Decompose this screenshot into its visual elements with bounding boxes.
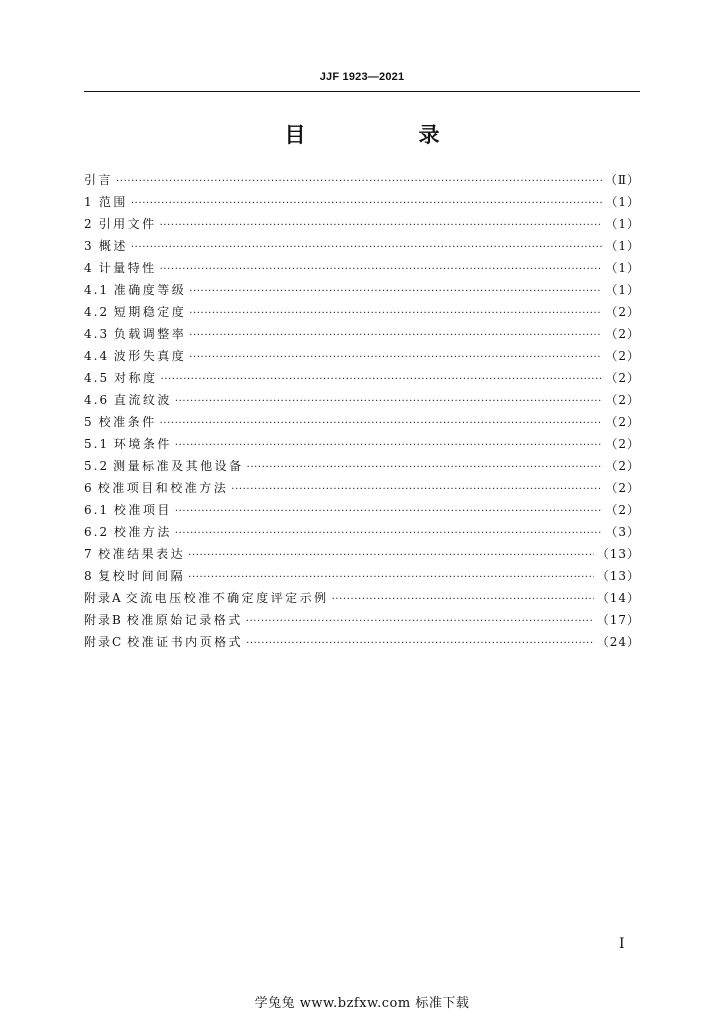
toc-dot-leader: [175, 435, 602, 457]
toc-dot-leader: [175, 391, 602, 413]
toc-entry-page: （1）: [605, 217, 640, 231]
toc-entry-number: 6: [84, 481, 94, 495]
toc-entry-page: （2）: [605, 349, 640, 363]
toc-entry[interactable]: [84, 543, 640, 565]
toc-entry-page: （2）: [605, 481, 640, 495]
toc-entry-number: 附录A: [84, 591, 123, 605]
toc-entry-label: 校准原始记录格式: [126, 613, 243, 627]
toc-entry-page: （2）: [605, 327, 640, 341]
toc-entry[interactable]: [84, 565, 640, 587]
toc-entry-page: （13）: [596, 569, 640, 583]
toc-entry[interactable]: [84, 301, 640, 323]
toc-entry[interactable]: [84, 631, 640, 653]
document-code: JJF 1923—2021: [319, 71, 405, 83]
toc-dot-leader: [189, 347, 602, 369]
toc-entry[interactable]: [84, 367, 640, 389]
toc-entry-page: （24）: [596, 635, 640, 649]
toc-entry-label: 测量标准及其他设备: [113, 459, 244, 473]
toc-entry-number: 4.1: [84, 283, 110, 297]
page-number: Ⅰ: [619, 936, 625, 952]
toc-dot-leader: [116, 171, 602, 193]
toc-entry-label: 环境条件: [113, 437, 172, 451]
toc-dot-leader: [189, 281, 602, 303]
toc-entry-page: （2）: [605, 415, 640, 429]
toc-dot-leader: [189, 303, 602, 325]
header-rule: [84, 91, 640, 92]
toc-entry-number: 4.2: [84, 305, 110, 319]
toc-dot-leader: [332, 589, 594, 611]
toc-entry-number: 3: [84, 239, 94, 253]
toc-entry-label: 准确度等级: [113, 283, 187, 297]
toc-entry-number: 7: [84, 547, 94, 561]
toc-entry-number: 附录B: [84, 613, 123, 627]
toc-entry-label: 概述: [98, 239, 128, 253]
toc-entry[interactable]: [84, 521, 640, 543]
toc-entry-page: （1）: [605, 195, 640, 209]
toc-dot-leader: [231, 479, 602, 501]
toc-entry-page: （Ⅱ）: [604, 173, 640, 187]
toc-entry-number: 4.3: [84, 327, 110, 341]
toc-entry-number: 6.2: [84, 525, 110, 539]
toc-entry-number: 1: [84, 195, 94, 209]
toc-dot-leader: [188, 567, 594, 589]
toc-entry-number: 2: [84, 217, 94, 231]
toc-entry-page: （13）: [596, 547, 640, 561]
toc-entry-number: 8: [84, 569, 94, 583]
toc-entry-label: 计量特性: [98, 261, 157, 275]
toc-entry-label: 短期稳定度: [113, 305, 187, 319]
toc-entry-page: （3）: [605, 525, 640, 539]
toc-entry[interactable]: [84, 235, 640, 257]
toc-entry-page: （2）: [605, 503, 640, 517]
toc-dot-leader: [160, 413, 603, 435]
toc-entry-label: 负载调整率: [113, 327, 187, 341]
toc-dot-leader: [247, 457, 603, 479]
toc-entry-page: （1）: [605, 283, 640, 297]
toc-entry-label: 对称度: [114, 371, 158, 385]
toc-entry-page: （2）: [605, 459, 640, 473]
toc-entry-label: 校准结果表达: [98, 547, 186, 561]
toc-dot-leader: [160, 215, 603, 237]
toc-entry-page: （1）: [605, 261, 640, 275]
toc-entry-page: （14）: [596, 591, 640, 605]
table-of-contents: [84, 169, 640, 653]
toc-entry-label: 校准项目: [113, 503, 172, 517]
toc-entry[interactable]: [84, 345, 640, 367]
toc-entry[interactable]: [84, 609, 640, 631]
toc-entry-number: 4: [84, 261, 94, 275]
toc-entry-label: 范围: [98, 195, 128, 209]
toc-entry-label: 复校时间间隔: [98, 569, 186, 583]
toc-entry[interactable]: [84, 213, 640, 235]
toc-entry-number: 5.2: [84, 459, 110, 473]
toc-entry[interactable]: [84, 499, 640, 521]
page-title: 目 录: [284, 122, 486, 147]
toc-dot-leader: [175, 501, 602, 523]
toc-entry[interactable]: [84, 323, 640, 345]
toc-entry-label: 波形失真度: [113, 349, 187, 363]
toc-entry-label: 交流电压校准不确定度评定示例: [125, 591, 329, 605]
toc-entry-label: 校准条件: [98, 415, 157, 429]
toc-entry[interactable]: [84, 433, 640, 455]
toc-entry[interactable]: [84, 191, 640, 213]
toc-entry[interactable]: [84, 389, 640, 411]
toc-entry-number: 4.6: [84, 393, 110, 407]
toc-dot-leader: [188, 545, 594, 567]
toc-dot-leader: [246, 633, 594, 655]
toc-entry[interactable]: [84, 169, 640, 191]
toc-entry[interactable]: [84, 455, 640, 477]
toc-entry-page: （2）: [605, 305, 640, 319]
toc-entry[interactable]: [84, 477, 640, 499]
toc-entry-page: （2）: [605, 437, 640, 451]
toc-entry-label: 直流纹波: [113, 393, 172, 407]
toc-entry-number: 5.1: [84, 437, 110, 451]
toc-entry-page: （2）: [605, 393, 640, 407]
toc-entry-number: 附录C: [84, 635, 124, 649]
toc-entry[interactable]: [84, 257, 640, 279]
toc-dot-leader: [161, 369, 603, 391]
toc-dot-leader: [246, 611, 594, 633]
toc-entry-label: 引言: [84, 173, 114, 187]
toc-entry-number: 5: [84, 415, 94, 429]
footer-watermark: 学兔兔 www.bzfxw.com 标准下载: [254, 996, 470, 1011]
toc-dot-leader: [131, 193, 602, 215]
toc-entry[interactable]: [84, 587, 640, 609]
toc-entry-label: 校准项目和校准方法: [97, 481, 229, 495]
toc-entry-page: （2）: [605, 371, 640, 385]
toc-entry-number: 6.1: [84, 503, 110, 517]
toc-entry-page: （17）: [596, 613, 640, 627]
toc-entry-label: 校准证书内页格式: [127, 635, 244, 649]
toc-entry-label: 引用文件: [98, 217, 157, 231]
toc-dot-leader: [175, 523, 602, 545]
toc-entry[interactable]: [84, 279, 640, 301]
toc-entry-page: （1）: [605, 239, 640, 253]
toc-entry-number: 4.4: [84, 349, 110, 363]
toc-entry[interactable]: [84, 411, 640, 433]
toc-entry-number: 4.5: [84, 371, 110, 385]
toc-dot-leader: [160, 259, 603, 281]
toc-entry-label: 校准方法: [113, 525, 172, 539]
toc-dot-leader: [189, 325, 602, 347]
toc-dot-leader: [131, 237, 602, 259]
